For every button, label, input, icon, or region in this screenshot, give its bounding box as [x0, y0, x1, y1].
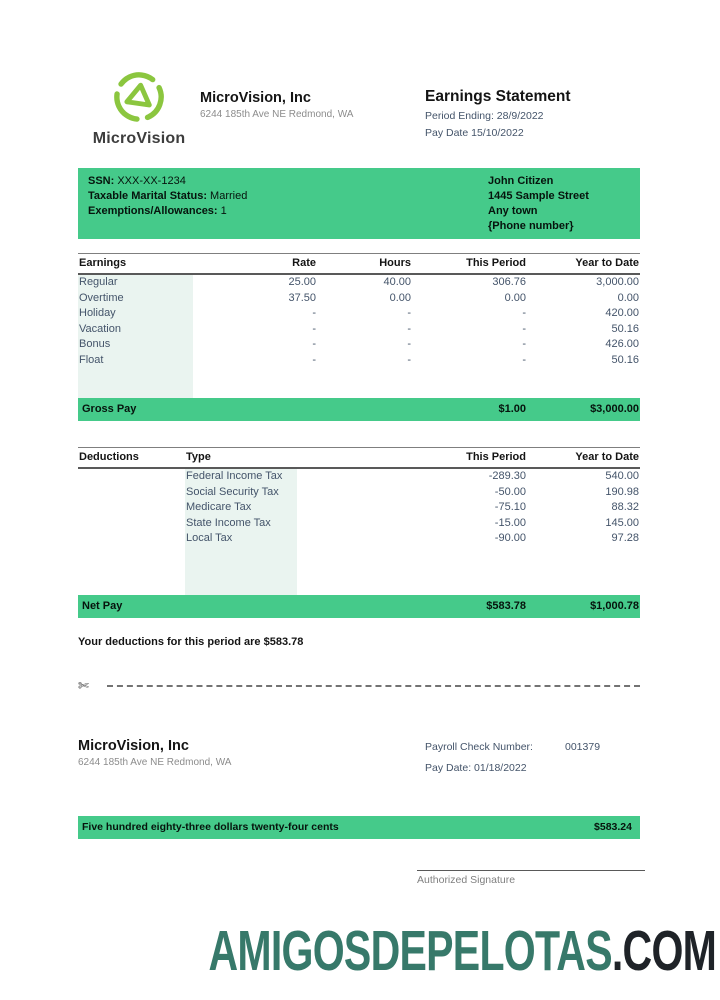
employee-name: John Citizen: [488, 175, 554, 187]
payroll-check-number-line: [425, 741, 640, 753]
this-period-value: -50.00: [494, 485, 526, 498]
payroll-check-number-label: Payroll Check Number:: [425, 740, 533, 753]
deductions-col-empty: [78, 547, 185, 595]
column-header-deductions: Deductions: [79, 451, 139, 463]
net-pay-label: Net Pay: [82, 599, 123, 612]
deductions-col-empty: [78, 485, 185, 501]
dashed-separator: [107, 685, 640, 687]
column-header-this-period: This Period: [466, 257, 526, 269]
table-spacer: [78, 547, 640, 595]
this-period-value: 306.76: [492, 276, 526, 288]
exemptions-line: [88, 204, 488, 219]
rate-value: 37.50: [288, 291, 316, 304]
ssn-value: XXX-XX-1234: [114, 175, 186, 187]
table-row: [78, 353, 640, 369]
deduction-type: Social Security Tax: [185, 485, 297, 501]
hours-value: -: [407, 322, 411, 335]
gross-pay-bar: [78, 398, 640, 421]
deductions-col-empty: [78, 531, 185, 547]
deductions-table-header: [78, 447, 640, 469]
check-company-block: [78, 738, 425, 774]
deductions-col-empty: [78, 500, 185, 516]
gross-pay-ytd: $3,000.00: [590, 403, 639, 415]
ytd-value: 88.32: [611, 501, 639, 513]
table-row: [78, 531, 640, 547]
table-row: [78, 516, 640, 532]
this-period-value: -: [522, 307, 526, 319]
earnings-table-header: [78, 253, 640, 275]
employee-phone: {Phone number}: [488, 220, 574, 232]
table-row: [78, 469, 640, 485]
shaded-column-filler: [185, 547, 297, 595]
column-header-hours: Hours: [379, 257, 411, 269]
marital-label: Taxable Marital Status:: [88, 190, 207, 202]
rate-value: -: [312, 353, 316, 366]
column-header-type: Type: [186, 451, 211, 463]
deductions-table: [78, 447, 640, 618]
hours-value: -: [407, 353, 411, 366]
deductions-col-empty: [78, 516, 185, 532]
amount-numeric: $583.24: [594, 820, 632, 833]
rate-value: -: [312, 307, 316, 319]
this-period-value: -: [522, 322, 526, 335]
ytd-value: 420.00: [605, 307, 639, 319]
gross-pay-this-period: $1.00: [498, 403, 526, 415]
this-period-value: -90.00: [494, 532, 526, 544]
this-period-value: -: [522, 353, 526, 366]
net-pay-ytd: $1,000.78: [590, 599, 639, 612]
deduction-type: Federal Income Tax: [185, 469, 297, 485]
this-period-value: -75.10: [494, 501, 526, 513]
earning-type: Holiday: [78, 306, 193, 322]
column-header-rate: Rate: [292, 257, 316, 269]
earnings-table: [78, 253, 640, 421]
this-period-value: 0.00: [504, 291, 526, 304]
deduction-type: Medicare Tax: [185, 500, 297, 516]
watermark-suffix: .COM: [611, 919, 716, 983]
employee-info-box: [78, 168, 640, 239]
company-logo: [78, 70, 200, 148]
table-row: [78, 275, 640, 291]
deductions-note: Your deductions for this period are $583.78: [78, 635, 304, 648]
ytd-value: 97.28: [611, 532, 639, 544]
ytd-value: 540.00: [605, 470, 639, 482]
earnings-table-body: [78, 275, 640, 398]
microvision-logo-icon: [109, 70, 169, 129]
payroll-check-number-value: 001379: [565, 740, 601, 753]
cut-line: [78, 677, 640, 693]
employee-street: 1445 Sample Street: [488, 190, 589, 202]
shaded-column-filler: [78, 368, 193, 398]
hours-value: -: [407, 307, 411, 319]
rate-value: -: [312, 338, 316, 350]
table-spacer: [78, 368, 640, 398]
deductions-col-empty: [78, 469, 185, 485]
deductions-table-body: [78, 469, 640, 595]
ytd-value: 426.00: [605, 338, 639, 350]
check-stub-header: [78, 738, 640, 774]
logo-wordmark: MicroVision: [92, 130, 186, 147]
earning-type: Bonus: [78, 337, 193, 353]
this-period-value: -15.00: [494, 516, 526, 529]
statement-title: Earnings Statement: [425, 88, 571, 105]
pay-date: Pay Date 15/10/2022: [425, 127, 524, 139]
ytd-value: 50.16: [611, 322, 639, 335]
marital-line: [88, 189, 488, 204]
amount-in-words-bar: [78, 816, 640, 839]
rate-value: 25.00: [288, 276, 316, 288]
this-period-value: -: [522, 338, 526, 350]
ytd-value: 3,000.00: [596, 276, 639, 288]
exemptions-value: 1: [217, 205, 227, 217]
hours-value: -: [407, 338, 411, 350]
check-company-name: MicroVision, Inc: [78, 737, 189, 754]
ytd-value: 190.98: [605, 485, 639, 498]
check-meta-block: [425, 738, 640, 774]
exemptions-label: Exemptions/Allowances:: [88, 205, 218, 217]
period-ending: Period Ending: 28/9/2022: [425, 110, 544, 122]
ytd-value: 0.00: [617, 291, 639, 304]
watermark-main: AMIGOSDEPELOTAS: [208, 919, 612, 983]
deduction-type: Local Tax: [185, 531, 297, 547]
scissors-icon: ✄: [78, 677, 89, 693]
marital-value: Married: [207, 190, 248, 202]
company-block: [200, 70, 425, 148]
employee-tax-info: [88, 174, 488, 234]
authorized-signature-block: [417, 870, 645, 886]
statement-title-block: [425, 70, 640, 148]
check-pay-date: Pay Date: 01/18/2022: [425, 761, 527, 774]
net-pay-this-period: $583.78: [486, 599, 526, 612]
column-header-this-period: This Period: [466, 451, 526, 463]
earning-type: Vacation: [78, 322, 193, 338]
company-address: 6244 185th Ave NE Redmond, WA: [200, 109, 354, 120]
table-row: [78, 291, 640, 307]
table-row: [78, 485, 640, 501]
earning-type: Float: [78, 353, 193, 369]
company-name: MicroVision, Inc: [200, 90, 311, 106]
earning-type: Overtime: [78, 291, 193, 307]
hours-value: 40.00: [383, 276, 411, 288]
table-row: [78, 337, 640, 353]
gross-pay-label: Gross Pay: [82, 403, 137, 415]
employee-address-block: [488, 174, 630, 234]
deduction-type: State Income Tax: [185, 516, 297, 532]
this-period-value: -289.30: [488, 470, 526, 482]
earning-type: Regular: [78, 275, 193, 291]
hours-value: 0.00: [389, 291, 411, 304]
table-row: [78, 500, 640, 516]
ssn-label: SSN:: [88, 175, 115, 187]
statement-content: [78, 0, 640, 886]
net-pay-bar: [78, 595, 640, 618]
table-row: [78, 322, 640, 338]
column-header-ytd: Year to Date: [575, 257, 639, 269]
column-header-earnings: Earnings: [79, 257, 127, 269]
rate-value: -: [312, 322, 316, 335]
statement-header: [78, 70, 640, 148]
table-row: [78, 306, 640, 322]
ssn-line: [88, 174, 488, 189]
check-company-address: 6244 185th Ave NE Redmond, WA: [78, 756, 232, 768]
ytd-value: 145.00: [605, 516, 639, 529]
amount-words: Five hundred eighty-three dollars twenty-four cents: [82, 820, 339, 833]
ytd-value: 50.16: [611, 353, 639, 366]
site-watermark: [208, 918, 716, 984]
signature-label: Authorized Signature: [417, 873, 516, 886]
employee-city: Any town: [488, 205, 538, 217]
column-header-ytd: Year to Date: [575, 451, 639, 463]
